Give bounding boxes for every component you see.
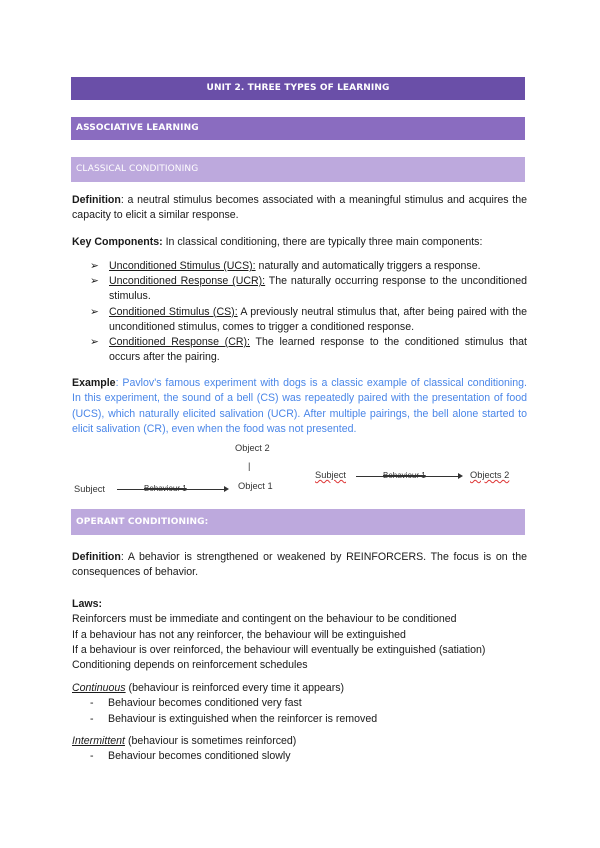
list-item	[90, 335, 527, 365]
component-term: Conditioned Stimulus (CS):	[109, 305, 238, 318]
list-item	[90, 259, 527, 274]
law-item: If a behaviour has not any reinforcer, the behaviour will be extinguished	[72, 628, 406, 641]
associative-learning-header: ASSOCIATIVE LEARNING	[71, 117, 525, 140]
laws-label: Laws:	[72, 598, 103, 610]
arrow-right-icon	[224, 486, 229, 492]
laws-section	[72, 597, 532, 673]
list-item	[90, 305, 527, 335]
component-desc: The learned response to the conditioned stimulus that occurs after the pairing.	[109, 336, 527, 364]
law-item: Conditioning depends on reinforcement schedules	[72, 659, 308, 672]
continuous-list	[72, 696, 532, 727]
component-desc: The naturally occurring response to the unconditioned stimulus.	[109, 275, 527, 303]
key-components	[72, 235, 527, 250]
definition-label: Definition	[72, 551, 121, 563]
arrow-bullet-icon: ➢	[90, 305, 99, 318]
example-paragraph	[72, 376, 527, 437]
arrow-right-icon	[458, 473, 463, 479]
diagram-behaviour-left: Behaviour 1	[144, 484, 187, 493]
list-item: - Behaviour becomes conditioned slowly	[72, 749, 532, 764]
diagram-pipe: |	[248, 461, 251, 471]
component-term: Unconditioned Stimulus (UCS):	[109, 260, 256, 272]
diagram-behaviour-right: Behaviour 1	[383, 471, 426, 480]
diagram-subject-left: Subject	[74, 484, 106, 494]
list-item	[90, 274, 527, 304]
component-desc: A previously neutral stimulus that, after being paired with the unconditioned stimulus, comes to trigger a conditioned response.	[109, 305, 527, 333]
components-list	[90, 259, 527, 365]
objects-right-text: Objects 2	[470, 470, 510, 480]
classical-definition	[72, 193, 527, 224]
operant-definition	[72, 550, 527, 581]
diagram-subject-right: Subject	[315, 470, 347, 480]
law-item: Reinforcers must be immediate and contingent on the behaviour to be conditioned	[72, 613, 457, 626]
component-term: Unconditioned Response (UCR):	[109, 275, 266, 288]
key-components-label: Key Components:	[72, 236, 163, 248]
arrow-bullet-icon: ➢	[90, 275, 99, 288]
intermittent-text: (behaviour is sometimes reinforced)	[125, 735, 297, 747]
example-label: Example	[72, 377, 116, 389]
continuous-text: (behaviour is reinforced every time it appears)	[125, 682, 345, 694]
classical-conditioning-header: CLASSICAL CONDITIONING	[71, 157, 525, 182]
definition-text: : A behavior is strengthened or weakened by REINFORCERS. The focus is on the consequences of behavior.	[72, 551, 527, 579]
key-components-text: In classical conditioning, there are typically three main components:	[162, 236, 483, 248]
diagram-object1: Object 1	[238, 481, 273, 491]
intermittent-list	[72, 749, 532, 764]
intermittent-label: Intermittent	[72, 735, 125, 747]
unit-title-header: UNIT 2. THREE TYPES OF LEARNING	[71, 77, 525, 100]
component-desc: naturally and automatically triggers a response.	[255, 260, 481, 272]
continuous-label: Continuous	[72, 682, 126, 694]
continuous-section	[72, 681, 532, 727]
list-item: - Behaviour is extinguished when the reinforcer is removed	[72, 712, 532, 727]
arrow-bullet-icon: ➢	[90, 336, 99, 349]
definition-label: Definition	[72, 194, 121, 206]
law-item: If a behaviour is over reinforced, the behaviour will eventually be extinguished (satiation)	[72, 643, 486, 656]
diagram-object2: Object 2	[235, 443, 270, 453]
component-term: Conditioned Response (CR):	[109, 336, 250, 349]
example-text: : Pavlov's famous experiment with dogs is a classic example of classical conditioning. In this experiment, the sound of a bell (CS) was repeatedly paired with the presentation of food (UCS), which naturally elicited salivation (UCR). After multiple pairings, the bell alone started to elicit salivation (CR), even when the food was not presented.	[72, 377, 527, 435]
list-item: - Behaviour becomes conditioned very fast	[72, 696, 532, 711]
diagram-objects-right	[470, 470, 509, 480]
definition-text: : a neutral stimulus becomes associated with a meaningful stimulus and acquires the capacity to elicit a similar response.	[72, 194, 527, 222]
intermittent-section	[72, 734, 532, 765]
operant-conditioning-header: OPERANT CONDITIONING:	[71, 509, 525, 535]
arrow-bullet-icon: ➢	[90, 260, 99, 272]
